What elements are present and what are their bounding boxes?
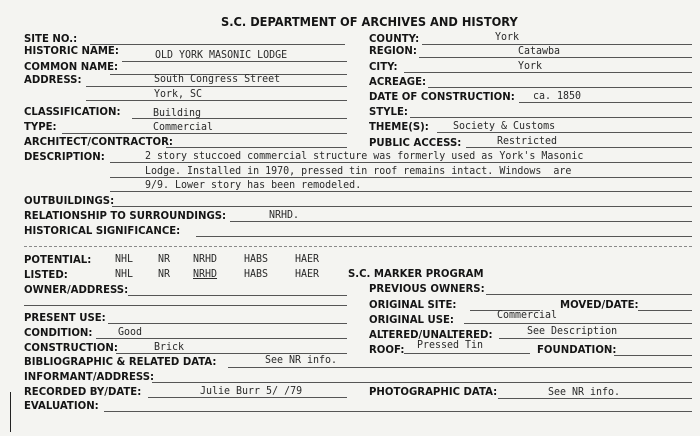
altered-value: See Description xyxy=(527,325,618,337)
city-value: York xyxy=(518,60,543,72)
recorded-label: RECORDED BY/DATE: xyxy=(24,385,142,398)
potential-habs[interactable]: HABS xyxy=(244,253,269,265)
bibliographic-label: BIBLIOGRAPHIC & RELATED DATA: xyxy=(24,355,217,368)
significance-label: HISTORICAL SIGNIFICANCE: xyxy=(24,224,181,237)
listed-habs[interactable]: HABS xyxy=(244,268,269,280)
owner-label: OWNER/ADDRESS: xyxy=(24,283,129,296)
public-access-value: Restricted xyxy=(497,135,558,147)
description-line2: Lodge. Installed in 1970, pressed tin roof remains intact. Windows are xyxy=(145,165,572,177)
outbuildings-label: OUTBUILDINGS: xyxy=(24,194,115,207)
condition-label: CONDITION: xyxy=(24,326,93,339)
county-label: COUNTY: xyxy=(369,32,420,45)
common-name-label: COMMON NAME: xyxy=(24,60,119,73)
classification-value: Building xyxy=(153,107,202,119)
moved-date-label: MOVED/DATE: xyxy=(560,298,639,311)
city-label: CITY: xyxy=(369,60,398,73)
themes-value: Society & Customs xyxy=(453,120,556,132)
site-no-label: SITE NO.: xyxy=(24,32,78,45)
relationship-value: NRHD. xyxy=(269,209,300,221)
potential-nhl[interactable]: NHL xyxy=(115,253,134,265)
address-line1: South Congress Street xyxy=(154,73,281,85)
potential-nr[interactable]: NR xyxy=(158,253,171,265)
listed-label: LISTED: xyxy=(24,268,68,281)
date-construction-value: ca. 1850 xyxy=(533,90,582,102)
listed-nr[interactable]: NR xyxy=(158,268,171,280)
bibliographic-value: See NR info. xyxy=(265,354,338,366)
classification-label: CLASSIFICATION: xyxy=(24,105,121,118)
potential-label: POTENTIAL: xyxy=(24,253,92,266)
region-label: REGION: xyxy=(369,44,417,57)
recorded-value: Julie Burr 5/ /79 xyxy=(200,385,303,397)
present-use-label: PRESENT USE: xyxy=(24,311,106,324)
altered-label: ALTERED/UNALTERED: xyxy=(369,328,493,341)
margin-rule xyxy=(10,392,11,432)
date-construction-label: DATE OF CONSTRUCTION: xyxy=(369,90,515,103)
description-line3: 9/9. Lower story has been remodeled. xyxy=(145,179,362,191)
address-line2: York, SC xyxy=(154,88,203,100)
county-value: York xyxy=(495,31,520,43)
marker-program-label: S.C. MARKER PROGRAM xyxy=(348,267,484,280)
condition-value: Good xyxy=(118,326,143,338)
construction-value: Brick xyxy=(154,341,185,353)
photographic-label: PHOTOGRAPHIC DATA: xyxy=(369,385,498,398)
original-use-value: Commercial xyxy=(497,309,558,321)
historic-name-label: HISTORIC NAME: xyxy=(24,44,119,57)
style-label: STYLE: xyxy=(369,105,408,118)
listed-nhl[interactable]: NHL xyxy=(115,268,134,280)
region-value: Catawba xyxy=(518,45,561,57)
acreage-label: ACREAGE: xyxy=(369,75,427,88)
listed-nrhd-selected[interactable]: NRHD xyxy=(193,268,218,280)
address-label: ADDRESS: xyxy=(24,73,82,86)
historic-name-value: OLD YORK MASONIC LODGE xyxy=(155,49,288,61)
themes-label: THEME(S): xyxy=(369,120,429,133)
construction-label: CONSTRUCTION: xyxy=(24,341,118,354)
architect-label: ARCHITECT/CONTRACTOR: xyxy=(24,135,173,148)
foundation-label: FOUNDATION: xyxy=(537,343,617,356)
photographic-value: See NR info. xyxy=(548,386,621,398)
description-label: DESCRIPTION: xyxy=(24,150,105,163)
evaluation-label: EVALUATION: xyxy=(24,399,99,412)
public-access-label: PUBLIC ACCESS: xyxy=(369,136,462,149)
description-line1: 2 story stuccoed commercial structure was formerly used as York's Masonic xyxy=(145,150,584,162)
potential-haer[interactable]: HAER xyxy=(295,253,320,265)
type-value: Commercial xyxy=(153,121,214,133)
original-use-label: ORIGINAL USE: xyxy=(369,313,454,326)
previous-owners-label: PREVIOUS OWNERS: xyxy=(369,282,485,295)
listed-haer[interactable]: HAER xyxy=(295,268,320,280)
type-label: TYPE: xyxy=(24,120,57,133)
relationship-label: RELATIONSHIP TO SURROUNDINGS: xyxy=(24,209,227,222)
form-title: S.C. DEPARTMENT OF ARCHIVES AND HISTORY xyxy=(221,15,518,29)
roof-value: Pressed Tin xyxy=(417,339,484,351)
original-site-label: ORIGINAL SITE: xyxy=(369,298,457,311)
roof-label: ROOF: xyxy=(369,343,405,356)
informant-label: INFORMANT/ADDRESS: xyxy=(24,370,155,383)
potential-nrhd[interactable]: NRHD xyxy=(193,253,218,265)
